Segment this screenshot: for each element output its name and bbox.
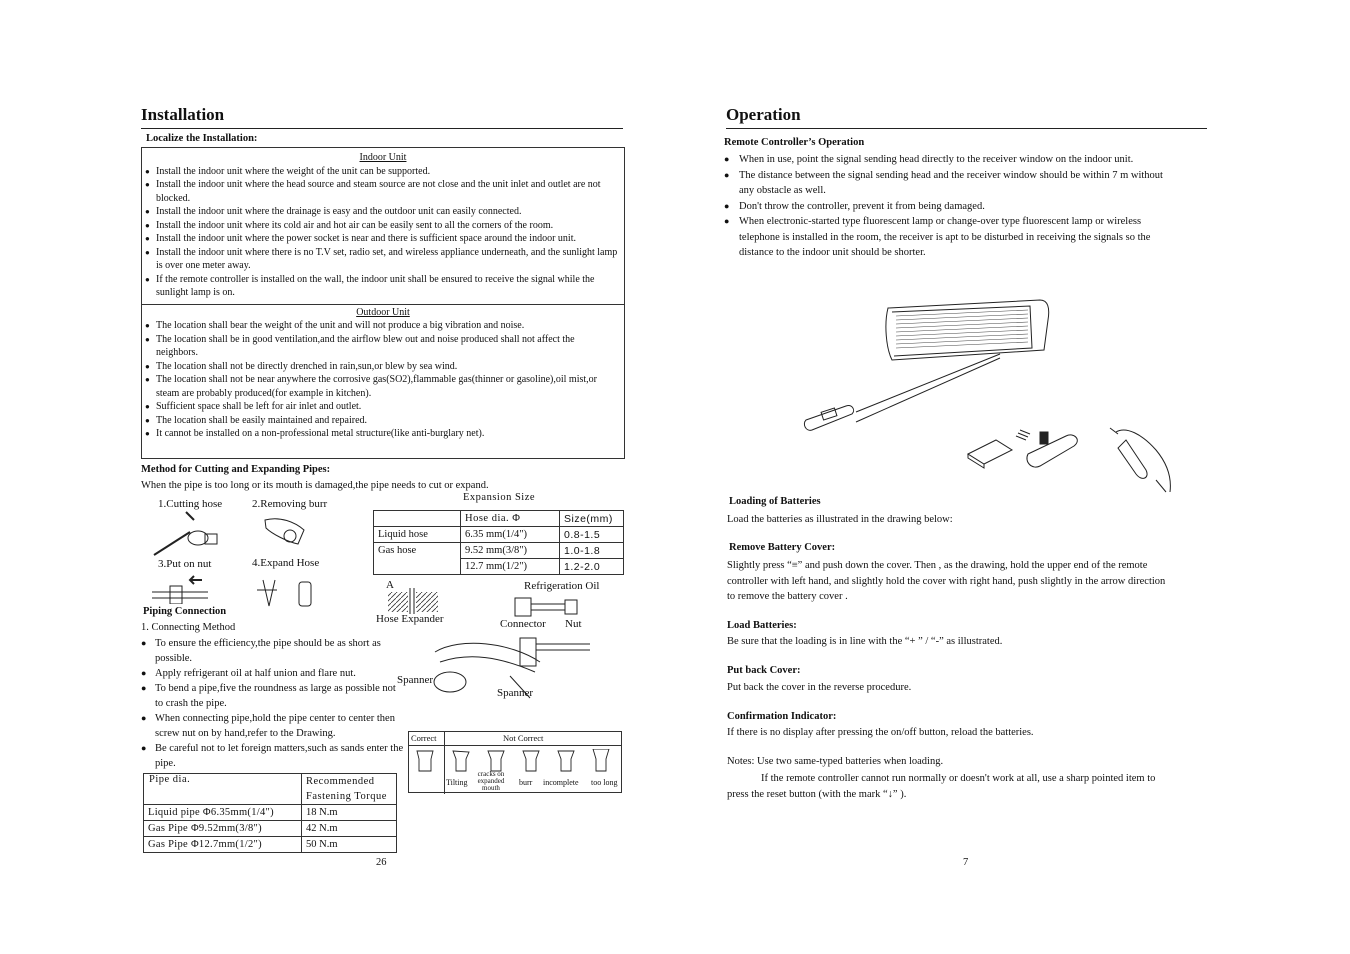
expansion-row-dia: 6.35 mm(1/4"): [461, 527, 560, 543]
page-number-right: 7: [963, 857, 969, 868]
remote-list: [724, 152, 1176, 261]
remote-item: ● When in use, point the signal sending head directly to the receiver window on the indoor unit.: [724, 152, 1176, 168]
piping-item: ● Apply refrigerant oil at half union and flare nut.: [141, 666, 406, 681]
page-number-left: 26: [376, 857, 387, 868]
torque-row-dia: Gas Pipe Φ12.7mm(1/2"): [144, 837, 302, 853]
torque-row-value: 42 N.m: [302, 821, 397, 837]
load-heading: Load Batteries:: [727, 620, 797, 631]
outdoor-item: ● The location shall be in good ventilation,and the airflow blew out and noise produced shall not affect the neighbors.: [145, 333, 618, 360]
torque-header-dia: Pipe dia.: [144, 774, 302, 805]
piping-method: 1. Connecting Method: [141, 622, 236, 633]
outdoor-heading: Outdoor Unit: [356, 306, 410, 318]
label-hose-expander: Hose Expander: [376, 613, 444, 625]
remove-heading: Remove Battery Cover:: [729, 542, 836, 553]
page-title-operation: Operation: [726, 105, 801, 124]
flare-check-table: [408, 731, 622, 793]
piping-list: [141, 636, 406, 771]
remote-item: ● Don't throw the controller, prevent it from being damaged.: [724, 199, 1176, 215]
putback-heading: Put back Cover:: [727, 665, 801, 676]
expansion-row-dia: 9.52 mm(3/8"): [461, 543, 560, 559]
expansion-row-type: [374, 559, 461, 575]
remote-item: ● When electronic-started type fluorescent lamp or change-over type fluorescent lamp or wireless telephone is installed in the room, the receiver is apt to be disturbed in receiving the signals so the distance to the indoor unit should be shorter.: [724, 214, 1176, 261]
title-rule: [726, 128, 1207, 129]
hose-expander-illustration: [386, 588, 446, 614]
step-expand-hose: 4.Expand Hose: [252, 557, 320, 569]
notes-line-1: Notes: Use two same-typed batteries when loading.: [727, 756, 944, 767]
flare-label-incomplete: incomplete: [543, 778, 579, 787]
put-on-nut-illustration: [150, 574, 220, 604]
flare-label-tilting: Tilting: [446, 778, 468, 787]
label-refrigeration-oil: Refrigeration Oil: [524, 580, 600, 592]
putback-text: Put back the cover in the reverse procedure.: [727, 682, 912, 693]
indoor-item: ● Install the indoor unit where the power socket is near and there is sufficient space around the indoor unit.: [145, 232, 618, 246]
loading-text: Load the batteries as illustrated in the drawing below:: [727, 514, 953, 525]
outdoor-item: ● It cannot be installed on a non-professional metal structure(like anti-burglary net).: [145, 427, 618, 441]
piping-heading: Piping Connection: [143, 606, 227, 617]
indoor-item: ● Install the indoor unit where the weight of the unit can be supported.: [145, 165, 618, 179]
ac-unit-illustration: [800, 298, 1055, 438]
label-spanner-right: Spanner: [497, 687, 534, 699]
expansion-row-type: Liquid hose: [374, 527, 461, 543]
expansion-row-size: 0.8-1.5: [560, 527, 624, 543]
step-removing-burr: 2.Removing burr: [252, 498, 328, 510]
flare-correct-label: Correct: [411, 733, 437, 743]
load-text: Be sure that the loading is in line with the “+ ” / “-” as illustrated.: [727, 636, 1003, 647]
outdoor-list: [145, 319, 618, 441]
localize-heading: Localize the Installation:: [146, 133, 258, 144]
piping-item: ● When connecting pipe,hold the pipe center to center then screw nut on by hand,refer to the Drawing.: [141, 711, 406, 741]
page-title-installation: Installation: [141, 105, 225, 124]
expansion-title: Expansion Size: [463, 492, 536, 503]
indoor-item: ● Install the indoor unit where its cold air and hot air can be easily sent to all the corners of the room.: [145, 219, 618, 233]
torque-row-value: 18 N.m: [302, 805, 397, 821]
label-nut: Nut: [565, 618, 582, 630]
title-rule: [141, 128, 623, 129]
torque-row-dia: Liquid pipe Φ6.35mm(1/4"): [144, 805, 302, 821]
expansion-table: [373, 510, 624, 575]
indoor-heading: Indoor Unit: [359, 152, 407, 163]
expansion-header-size: Size(mm): [560, 511, 624, 527]
expansion-row-size: 1.2-2.0: [560, 559, 624, 575]
indoor-item: ● Install the indoor unit where the drainage is easy and the outdoor unit can easily connected.: [145, 205, 618, 219]
indoor-item: ● Install the indoor unit where the head source and steam source are not close and the unit inlet and outlet are not blocked.: [145, 178, 618, 205]
flare-label-burr: burr: [519, 778, 533, 787]
flare-label-cracks: cracks on expanded mouth: [477, 770, 505, 792]
expand-hose-illustration: [255, 576, 325, 611]
piping-item: ● Be careful not to let foreign matters,such as sands enter the pipe.: [141, 741, 406, 771]
piping-item: ● To bend a pipe,five the roundness as large as possible not to crash the pipe.: [141, 681, 406, 711]
battery-illustration: [966, 420, 1181, 500]
step-cutting-hose: 1.Cutting hose: [158, 498, 223, 510]
removing-burr-illustration: [260, 512, 310, 552]
outdoor-item: ● The location shall be easily maintained and repaired.: [145, 414, 618, 428]
step-put-on-nut: 3.Put on nut: [158, 558, 212, 570]
torque-header-value: Recommended Fastening Torque: [302, 774, 397, 805]
indoor-list: [145, 165, 618, 300]
remote-heading: Remote Controller’s Operation: [724, 137, 865, 148]
loading-heading: Loading of Batteries: [729, 496, 821, 507]
outdoor-item: ● Sufficient space shall be left for air inlet and outlet.: [145, 400, 618, 414]
label-spanner-left: Spanner: [397, 674, 434, 686]
cutting-hose-illustration: [150, 510, 220, 560]
indoor-item: ● If the remote controller is installed on the wall, the indoor unit shall be ensured to receive the signal while the sunlight lamp is on.: [145, 273, 618, 300]
remote-item: ● The distance between the signal sending head and the receiver window should be within 7 m without any obstacle as well.: [724, 168, 1176, 199]
flare-not-correct-label: Not Correct: [503, 733, 544, 743]
outdoor-item: ● The location shall not be directly drenched in rain,sun,or blew by sea wind.: [145, 360, 618, 374]
torque-row-value: 50 N.m: [302, 837, 397, 853]
remove-text: Slightly press “≡” and push down the cover. Then , as the drawing, hold the upper end of the remote controller with left hand, and slightly hold the cover with right hand, push slightly in the arrow direction to remove the battery cover .: [727, 560, 1166, 602]
indoor-item: ● Install the indoor unit where there is no T.V set, radio set, and wireless appliance underneath, and the sunlight lamp is over one meter away.: [145, 246, 618, 273]
torque-row-dia: Gas Pipe Φ9.52mm(3/8"): [144, 821, 302, 837]
expansion-row-size: 1.0-1.8: [560, 543, 624, 559]
method-heading: Method for Cutting and Expanding Pipes:: [141, 464, 331, 475]
label-connector: Connector: [500, 618, 546, 630]
expansion-row-type: Gas hose: [374, 543, 461, 559]
method-text: When the pipe is too long or its mouth is damaged,the pipe needs to cut or expand.: [141, 480, 489, 491]
location-box: [141, 147, 625, 459]
expansion-row-dia: 12.7 mm(1/2"): [461, 559, 560, 575]
piping-item: ● To ensure the efficiency,the pipe should be as short as possible.: [141, 636, 406, 666]
expansion-header-blank: [374, 511, 461, 527]
flare-shapes: [415, 749, 615, 775]
notes-line-2: If the remote controller cannot run normally or doesn't work at all, use a sharp pointed item to press the reset button (with the mark “↓” ).: [727, 773, 1156, 800]
confirm-text: If there is no display after pressing the on/off button, reload the batteries.: [727, 727, 1034, 738]
flare-label-too-long: too long: [591, 778, 618, 787]
outdoor-item: ● The location shall not be near anywhere the corrosive gas(SO2),flammable gas(thinner or gasoline),oil mist,or steam are probably produced(for example in kitchen).: [145, 373, 618, 400]
expansion-header-dia: Hose dia. Φ: [461, 511, 560, 527]
label-a: A: [386, 579, 394, 591]
confirm-heading: Confirmation Indicator:: [727, 711, 837, 722]
outdoor-item: ● The location shall bear the weight of the unit and will not produce a big vibration and noise.: [145, 319, 618, 333]
torque-table: [143, 773, 397, 853]
